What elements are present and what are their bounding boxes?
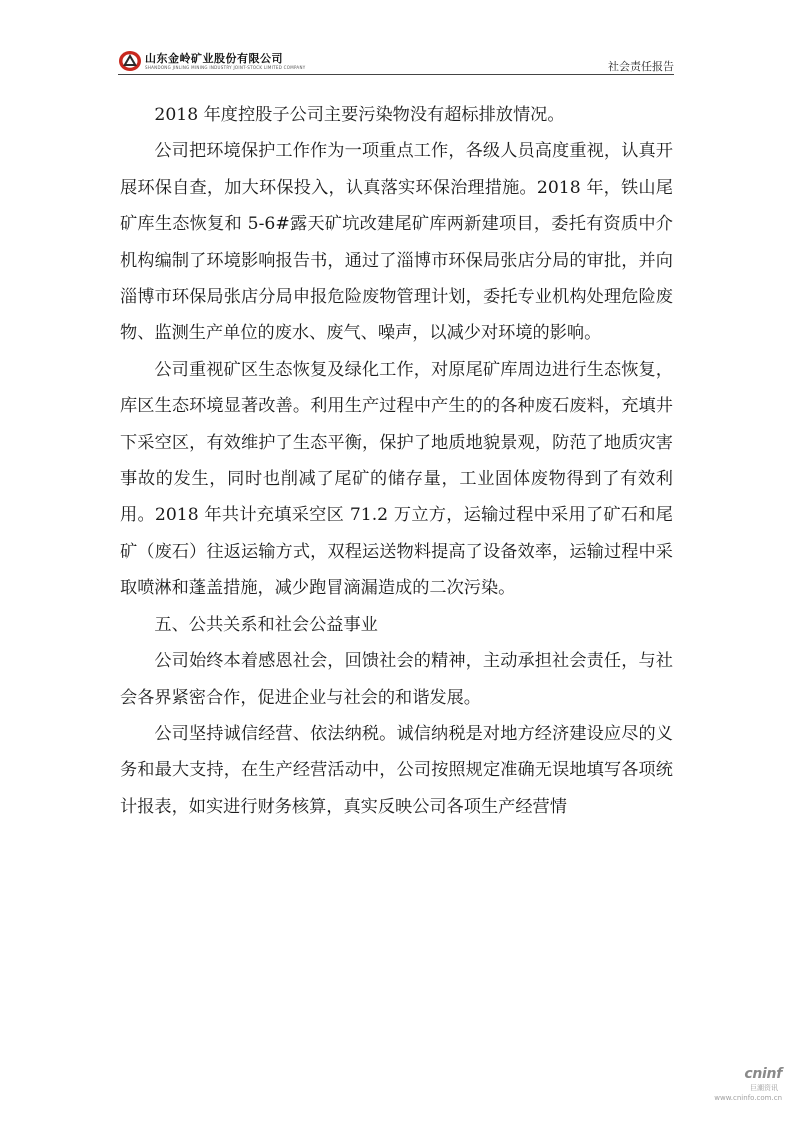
document-body <box>120 97 673 825</box>
paragraph-environmental-protection: 公司把环境保护工作作为一项重点工作，各级人员高度重视，认真开展环保自查，加大环保投入，认真落实环保治理措施。2018 年，铁山尾矿库生态恢复和 5-6#露天矿坑改建尾矿库两新建项目，委托有资质中介机构编制了环境影响报告书，通过了淄博市环保局张店分局的审批，并向淄博市环保局张店分局申报危险废物管理计划，委托专业机构处理危险废物、监测生产单位的废水、废气、噪声，以减少对环境的影响。 <box>120 141 673 344</box>
cninfo-logo-text: cninf <box>744 1066 782 1082</box>
company-name-english: SHANDONG JINLING MINING INDUSTRY JOINT-STOCK LIMITED COMPANY <box>145 65 306 70</box>
paragraph-social-responsibility: 公司始终本着感恩社会，回馈社会的精神，主动承担社会责任，与社会各界紧密合作，促进企业与社会的和谐发展。 <box>120 651 673 708</box>
company-logo-icon <box>118 50 142 72</box>
cninfo-url: www.cninfo.com.cn <box>714 1094 782 1102</box>
paragraph-emission-status: 2018 年度控股子公司主要污染物没有超标排放情况。 <box>154 105 565 125</box>
company-name: 山东金岭矿业股份有限公司 <box>145 52 283 65</box>
section-heading-public-relations: 五、公共关系和社会公益事业 <box>154 614 378 635</box>
report-type-label: 社会责任报告 <box>608 60 674 73</box>
page-header <box>118 46 674 76</box>
paragraph-tax-integrity: 公司坚持诚信经营、依法纳税。诚信纳税是对地方经济建设应尽的义务和最大支持，在生产经营活动中，公司按照规定准确无误地填写各项统计报表，如实进行财务核算，真实反映公司各项生产经营情 <box>120 723 673 817</box>
cninfo-watermark <box>714 1066 782 1106</box>
paragraph-ecological-restoration: 公司重视矿区生态恢复及绿化工作，对原尾矿库周边进行生态恢复，库区生态环境显著改善。利用生产过程中产生的的各种废石废料，充填井下采空区，有效维护了生态平衡，保护了地质地貌景观，防范了地质灾害事故的发生，同时也削减了尾矿的储存量，工业固体废物得到了有效利用。2018 年共计充填采空区 71.2 万立方，运输过程中采用了矿石和尾矿（废石）往返运输方式，双程运送物料提高了设备效率，运输过程中采取喷淋和蓬盖措施，减少跑冒滴漏造成的二次污染。 <box>120 359 673 599</box>
header-divider <box>118 74 674 75</box>
cninfo-chinese-name: 巨潮资讯 <box>750 1084 778 1092</box>
